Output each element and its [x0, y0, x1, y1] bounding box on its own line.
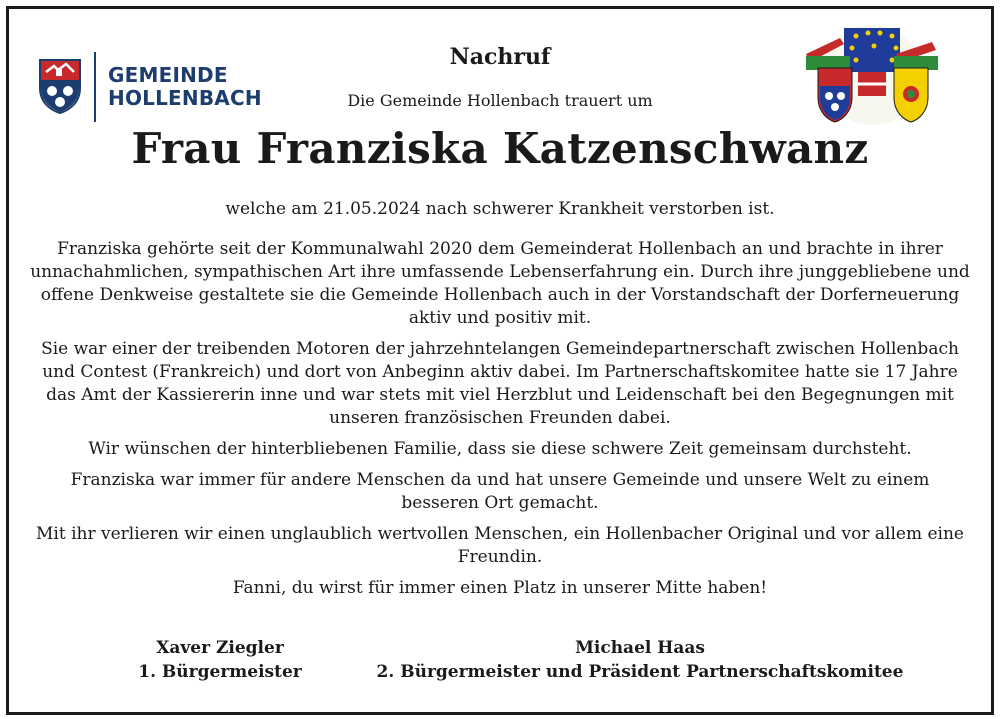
body-paragraph: Wir wünschen der hinterbliebenen Familie, dass sie diese schwere Zeit gemeinsam durchsteht.	[88, 439, 912, 459]
partnership-emblem-icon	[800, 24, 942, 126]
notice-intro: Die Gemeinde Hollenbach trauert um	[347, 91, 653, 110]
signatory-role: 1. Bürgermeister	[138, 662, 302, 682]
signatory-role: 2. Bürgermeister und Präsident Partnerschaftskomitee	[376, 662, 904, 682]
body-paragraph: Sie war einer der treibenden Motoren der jahrzehntelangen Gemeindepartnerschaft zwischen Hollenbach und Contest (Frankreich) und dort von Anbeginn aktiv dabei. Im Partnerschaftskomitee hatte sie 17 Jahre das Amt der Kassiererin inne und war stets mit viel Herzblut und Leidenschaft bei den Begegnungen mit unseren französischen Freunden dabei.	[41, 339, 959, 428]
notice-title: Nachruf	[449, 44, 551, 70]
signature-first-mayor	[120, 636, 320, 684]
body-paragraph: Mit ihr verlieren wir einen unglaublich wertvollen Menschen, ein Hollenbacher Original und vor allem eine Freundin.	[36, 524, 964, 567]
signature-second-mayor	[370, 636, 910, 684]
signatory-name: Xaver Ziegler	[156, 638, 284, 658]
death-date-line: welche am 21.05.2024 nach schwerer Krankheit verstorben ist.	[225, 199, 775, 219]
notice-body	[30, 238, 970, 608]
deceased-name: Frau Franziska Katzenschwanz	[131, 124, 869, 173]
logo-line-1: GEMEINDE	[108, 63, 228, 87]
logo-line-2: HOLLENBACH	[108, 86, 262, 110]
signatory-name: Michael Haas	[575, 638, 705, 658]
body-paragraph: Franziska war immer für andere Menschen da und hat unsere Gemeinde und unsere Welt zu einem besseren Ort gemacht.	[70, 470, 930, 513]
body-paragraph: Franziska gehörte seit der Kommunalwahl 2020 dem Gemeinderat Hollenbach an und brachte in ihrer unnachahmlichen, sympathischen Art ihre umfassende Lebenserfahrung ein. Durch ihre junggebliebene und offene Denkweise gestaltete sie die Gemeinde Hollenbach auch in der Vorstandschaft der Dorferneuerung aktiv und positiv mit.	[30, 239, 970, 328]
body-paragraph: Fanni, du wirst für immer einen Platz in unserer Mitte haben!	[232, 578, 768, 598]
